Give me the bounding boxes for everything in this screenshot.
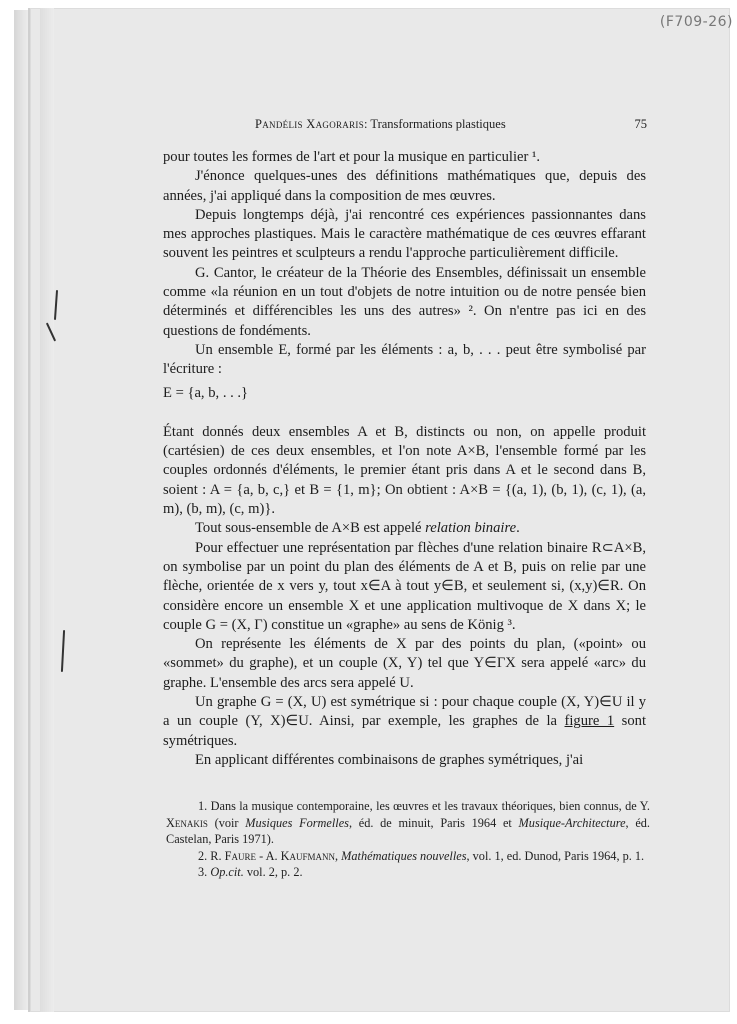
footnote-text: , éd. Castelan, Paris 1971).: [166, 815, 651, 847]
figure-1-reference: figure 1: [564, 713, 615, 730]
paragraph: Un ensemble E, formé par les éléments : a, b, . . . peut être symbolisé par l'écriture :: [163, 341, 646, 378]
footnote-text: , vol. 1, ed. Dunod, Paris 1964, p. 1.: [466, 848, 645, 863]
paragraph: Pour effectuer une représentation par flèches d'une relation binaire R⊂A×B, on symbolise par un point du plan des éléments de A et B, puis on relie par une flèche, orientée de x vers y, tout x∈A à tout y∈B, et seulement si, (x,y)∈R. On considère encore un ensemble X et une application multivoque de X dans X; le couple G = (X, Γ) constitue un «graphe» au sens de König ³.: [163, 539, 646, 633]
header-separator: :: [364, 117, 371, 131]
footnote-text: vol. 2, p. 2.: [246, 865, 303, 880]
header-author: Pandélis Xagoraris: [255, 117, 365, 131]
footnotes: [166, 798, 650, 881]
footnote-2: [166, 848, 650, 865]
text-run: .: [516, 520, 520, 537]
footnote-text: 3.: [198, 865, 208, 880]
footnote-text: ,: [335, 848, 339, 863]
text-run: Un graphe G = (X, U) est symétrique si : pour chaque couple (X, Y)∈U il y a un couple (Y, X)∈U. Ainsi, par exemple, les graphes de la: [163, 694, 646, 730]
footnote-text: - A.: [259, 848, 278, 863]
body-text: [163, 148, 646, 770]
footnote-text: , éd. de minuit, Paris 1964 et: [348, 815, 512, 830]
footnote-author: Kaufmann: [280, 848, 335, 863]
paragraph: Étant donnés deux ensembles A et B, distincts ou non, on appelle produit (cartésien) de ces deux ensembles, et l'on note A×B, l'ensemble formé par les couples ordonnés d'éléments, le premier étant pris dans A et le second dans B, soient : A = {a, b, c,} et B = {1, m}; On obtient : A×B = {(a, 1), (b, 1), (c, 1), (a, m), (b, m), (c, m)}.: [163, 423, 646, 518]
paragraph: pour toutes les formes de l'art et pour la musique en particulier ¹.: [163, 149, 541, 165]
header-title: Transformations plastiques: [370, 117, 506, 131]
running-header: [255, 117, 647, 132]
paragraph: [163, 693, 646, 751]
formula: E = {a, b, . . .}: [163, 384, 249, 401]
footnote-1: [166, 798, 650, 848]
footnote-book-title: Musique-Architecture: [518, 815, 626, 830]
footnote-author: Xenakis: [166, 815, 208, 830]
footnote-text: 2. R.: [198, 848, 222, 863]
footnote-book-title: Musiques Formelles: [245, 815, 349, 830]
footnote-text: 1. Dans la musique contemporaine, les œuvres et les travaux théoriques, bien connus, de Y.: [198, 799, 650, 813]
footnote-citation: Op.cit.: [210, 865, 244, 880]
text-run: Tout sous-ensemble de A×B est appelé: [195, 520, 422, 537]
paper-fold-edge: [40, 8, 54, 1012]
header-text: [255, 117, 506, 131]
page-number: 75: [634, 117, 647, 131]
paragraph: [163, 519, 646, 538]
footnote-3: [166, 864, 650, 881]
paragraph: En applicant différentes combinaisons de graphes symétriques, j'ai: [195, 751, 584, 768]
archive-reference-mark: (F709-26): [659, 14, 733, 30]
paragraph: G. Cantor, le créateur de la Théorie des Ensembles, définissait un ensemble comme «la réunion en un tout d'objets de notre intuition ou de notre pensée bien déterminés et différencibles les uns des autres» ². On n'entre pas ici en des questions de fondéments.: [163, 264, 646, 339]
text-run: sont symétriques.: [163, 713, 646, 749]
paragraph: J'énonce quelques-unes des définitions mathématiques que, depuis des années, j'ai appliqué dans la composition de mes œuvres.: [163, 168, 646, 204]
emphasis-relation-binaire: relation binaire: [425, 520, 517, 537]
paragraph: On représente les éléments de X par des points du plan, («point» ou «sommet» du graphe), et un couple (X, Y) tel que Y∈ΓX sera appelé «arc» du graphe. L'ensemble des arcs sera appelé U.: [163, 636, 646, 691]
footnote-author: Faure: [224, 848, 256, 863]
footnote-book-title: Mathématiques nouvelles: [341, 848, 467, 863]
footnote-text: (voir: [214, 815, 239, 830]
paragraph: Depuis longtemps déjà, j'ai rencontré ces expériences passionnantes dans mes approches plastiques. Mais le caractère mathématique de ces œuvres effarant souvent les peintres et sculpteurs a rendu l'approche particulièrement difficile.: [163, 206, 646, 262]
